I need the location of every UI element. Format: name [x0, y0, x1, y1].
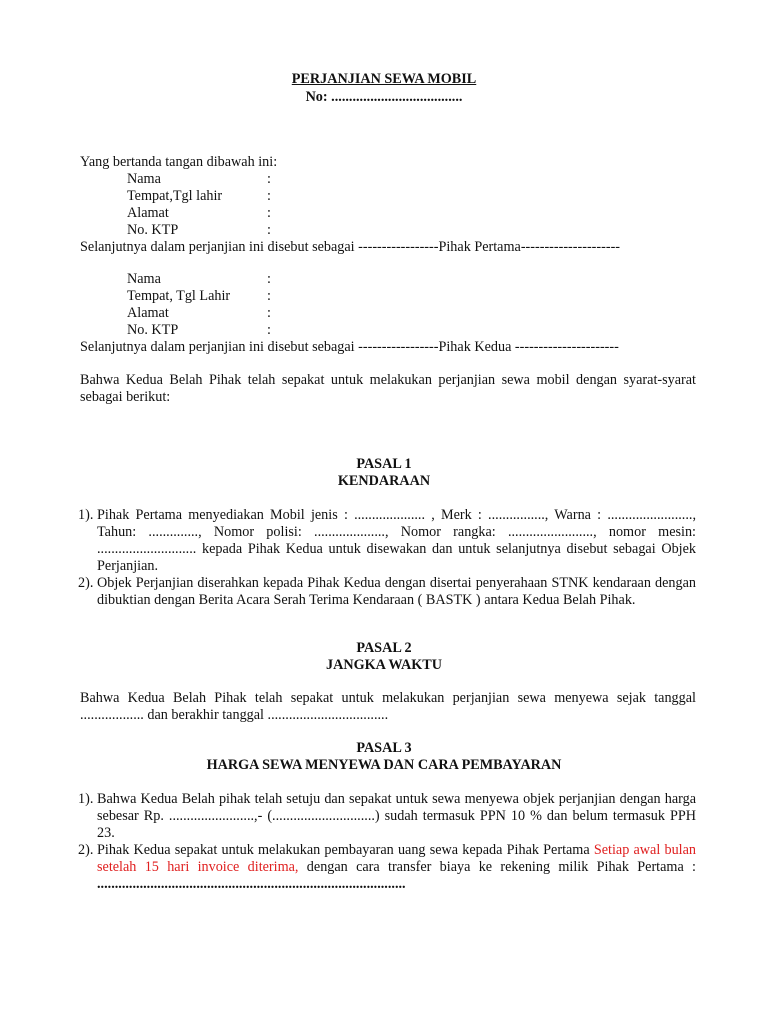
field-colon: :: [267, 305, 271, 321]
list-text: Pihak Pertama menyediakan Mobil jenis : .................... , Merk : ................, Warna : ........................, Tahun: .............., Nomor polisi: ...................., Nomor rangka: ........................, nomor mesin: ............................ kepada Pihak Kedua untuk disewakan dan untuk selanjutnya disebut sebagai Objek Perjanjian.: [97, 507, 696, 574]
pasal1-number: PASAL 1: [356, 456, 412, 472]
document-header: [0, 70, 768, 106]
list-number: 1).: [78, 507, 94, 523]
party1-field-row: [80, 171, 696, 188]
pasal3-title: HARGA SEWA MENYEWA DAN CARA PEMBAYARAN: [206, 757, 562, 773]
party1-closing: Selanjutnya dalam perjanjian ini disebut sebagai -----------------Pihak Pertama---------------------: [80, 239, 621, 255]
document-number: No: .....................................: [305, 89, 463, 105]
document-title: PERJANJIAN SEWA MOBIL: [291, 71, 477, 87]
list-item: [80, 575, 696, 609]
pasal3-number: PASAL 3: [356, 740, 412, 756]
field-colon: :: [267, 288, 271, 304]
pasal3-heading: [0, 740, 768, 774]
field-colon: :: [267, 271, 271, 287]
pasal3-list: [80, 791, 696, 893]
party2-field-row: [80, 288, 696, 305]
list-item: [80, 507, 696, 575]
list-item: [80, 842, 696, 893]
list-text: Pihak Kedua sepakat untuk melakukan pembayaran uang sewa kepada Pihak Pertama: [97, 842, 594, 858]
party2-field-row: [80, 305, 696, 322]
field-colon: :: [267, 188, 271, 204]
pasal2-number: PASAL 2: [356, 640, 412, 656]
pasal1-list: [80, 507, 696, 609]
field-colon: :: [267, 171, 271, 187]
party1-field-row: [80, 205, 696, 222]
field-label: Tempat,Tgl lahir: [127, 188, 223, 204]
list-text: Bahwa Kedua Belah pihak telah setuju dan sepakat untuk sewa menyewa objek perjanjian dengan harga sebesar Rp. ........................,- (.............................) sudah termasuk PPN 10 % dan belum termasuk PPH 23.: [97, 791, 696, 841]
list-text: Objek Perjanjian diserahkan kepada Pihak Kedua dengan disertai penyerahaan STNK kendaraan dengan dibuktian dengan Berita Acara Serah Terima Kendaraan ( BASTK ) antara Kedua Belah Pihak.: [97, 575, 696, 608]
pasal1-heading: [0, 456, 768, 490]
party1-field-row: [80, 188, 696, 205]
list-number: 2).: [78, 575, 94, 591]
field-label: Nama: [127, 271, 161, 287]
account-blank: .......................................................................................: [97, 876, 406, 892]
payment-terms-highlight: Setiap awal bulan setelah 15 hari invoice diterima,: [97, 842, 696, 875]
party1-field-row: [80, 222, 696, 239]
intro-text: Yang bertanda tangan dibawah ini:: [80, 154, 278, 170]
field-label: Alamat: [127, 205, 169, 221]
field-colon: :: [267, 222, 271, 238]
pasal2-paragraph: Bahwa Kedua Belah Pihak telah sepakat untuk melakukan perjanjian sewa menyewa sejak tanggal .................. dan berakhir tanggal ..................................: [80, 690, 696, 723]
list-number: 1).: [78, 791, 94, 807]
field-colon: :: [267, 205, 271, 221]
pasal1-title: KENDARAAN: [337, 473, 431, 489]
field-label: No. KTP: [127, 222, 179, 238]
party2-field-row: [80, 322, 696, 339]
list-text-cont: dengan cara transfer biaya ke rekening milik Pihak Pertama :: [298, 859, 696, 875]
party2-closing: Selanjutnya dalam perjanjian ini disebut sebagai -----------------Pihak Kedua ----------------------: [80, 339, 619, 355]
list-item: [80, 791, 696, 842]
agreement-paragraph: Bahwa Kedua Belah Pihak telah sepakat untuk melakukan perjanjian sewa mobil dengan syarat-syarat sebagai berikut:: [80, 372, 696, 405]
field-label: Alamat: [127, 305, 169, 321]
field-label: Tempat, Tgl Lahir: [127, 288, 231, 304]
party2-section: [80, 271, 696, 356]
pasal2-heading: [0, 640, 768, 674]
field-colon: :: [267, 322, 271, 338]
party2-field-row: [80, 271, 696, 288]
field-label: No. KTP: [127, 322, 179, 338]
list-number: 2).: [78, 842, 94, 858]
field-label: Nama: [127, 171, 161, 187]
party-section: [80, 154, 696, 256]
pasal2-title: JANGKA WAKTU: [325, 657, 442, 673]
